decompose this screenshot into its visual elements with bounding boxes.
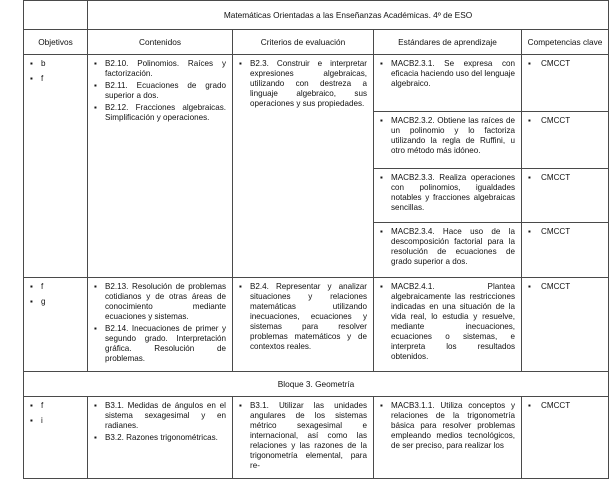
title-row: [24, 1, 609, 30]
competencia-cell: [522, 112, 609, 169]
criterio-cell: [233, 55, 374, 278]
objetivos-cell: [24, 397, 88, 479]
contenido-item: ▪ B3.2. Razones trigonométricas.: [94, 433, 226, 443]
criterio-cell: [233, 278, 374, 372]
competencia-cell: [522, 55, 609, 112]
contenido-item: ▪ B2.11. Ecuaciones de grado superior a dos.: [94, 81, 226, 101]
table-title: Matemáticas Orientadas a las Enseñanzas Académicas. 4º de ESO: [88, 1, 609, 30]
contenidos-cell: [88, 55, 233, 278]
estandar-item: ▪ MACB3.1.1. Utiliza conceptos y relaciones de la trigonometría básica para resolver problemas empleando medios tecnológicos, de ser preciso, para realizar los: [380, 401, 515, 451]
header-objetivos: Objetivos: [24, 30, 88, 55]
objetivos-cell: [24, 55, 88, 278]
curriculum-table: [23, 0, 609, 479]
estandar-cell: [374, 397, 522, 479]
estandar-cell: [374, 223, 522, 278]
contenido-item: ▪ B2.13. Resolución de problemas cotidianos y de otras áreas de conocimiento mediante ecuaciones y sistemas.: [94, 282, 226, 322]
estandar-cell: [374, 278, 522, 372]
contenido-item: ▪ B2.14. Inecuaciones de primer y segundo grado. Interpretación gráfica. Resolución de problemas.: [94, 324, 226, 364]
table-row: [24, 55, 609, 112]
objetivos-cell: [24, 278, 88, 372]
contenido-item: ▪ B3.1. Medidas de ángulos en el sistema sexagesimal y en radianes.: [94, 401, 226, 431]
estandar-cell: [374, 112, 522, 169]
criterio-item: ▪ B2.3. Construir e interpretar expresiones algebraicas, utilizando con destreza a linguaje algebraico, sus operaciones y sus propiedades.: [239, 59, 367, 109]
objetivo-item: ▪ f: [30, 74, 81, 84]
competencia-cell: [522, 278, 609, 372]
block-row: [24, 372, 609, 397]
contenidos-cell: [88, 278, 233, 372]
competencia-cell: [522, 169, 609, 223]
competencia-item: ▪ CMCCT: [528, 59, 602, 69]
table-row: [24, 397, 609, 479]
header-criterios: Criterios de evaluación: [233, 30, 374, 55]
estandar-item: ▪ MACB2.3.4. Hace uso de la descomposición factorial para la resolución de ecuaciones de grado superior a dos.: [380, 227, 515, 267]
competencia-item: ▪ CMCCT: [528, 282, 602, 292]
objetivo-item: ▪ f: [30, 282, 81, 292]
estandar-item: ▪ MACB2.3.2. Obtiene las raíces de un polinomio y lo factoriza utilizando la regla de Ruffini, u otro método más idóneo.: [380, 116, 515, 156]
header-competencias: Competencias clave: [522, 30, 609, 55]
header-contenidos: Contenidos: [88, 30, 233, 55]
block-title: Bloque 3. Geometría: [24, 372, 609, 397]
estandar-item: ▪ MACB2.3.3. Realiza operaciones con polinomios, igualdades notables y fracciones algebraicas sencillas.: [380, 173, 515, 213]
estandar-item: ▪ MACB2.3.1. Se expresa con eficacia haciendo uso del lenguaje algebraico.: [380, 59, 515, 89]
table-row: [24, 278, 609, 372]
competencia-item: ▪ CMCCT: [528, 401, 602, 411]
estandar-cell: [374, 169, 522, 223]
competencia-cell: [522, 223, 609, 278]
objetivo-item: ▪ f: [30, 401, 81, 411]
objetivo-item: ▪ b: [30, 59, 81, 69]
objetivo-item: ▪ i: [30, 416, 81, 426]
objetivo-item: ▪ g: [30, 297, 81, 307]
criterio-cell: [233, 397, 374, 479]
contenido-item: ▪ B2.10. Polinomios. Raíces y factorización.: [94, 59, 226, 79]
competencia-item: ▪ CMCCT: [528, 227, 602, 237]
criterio-item: ▪ B2.4. Representar y analizar situaciones y relaciones matemáticas utilizando inecuaciones, ecuaciones y sistemas para resolver problemas matemáticos y de contextos reales.: [239, 282, 367, 352]
header-estandares: Estándares de aprendizaje: [374, 30, 522, 55]
competencia-item: ▪ CMCCT: [528, 173, 602, 183]
competencia-item: ▪ CMCCT: [528, 116, 602, 126]
header-row: [24, 30, 609, 55]
curriculum-sheet: [23, 0, 608, 470]
contenidos-cell: [88, 397, 233, 479]
criterio-item: ▪ B3.1. Utilizar las unidades angulares de los sistemas métrico sexagesimal e internacional, así como las relaciones y las razones de la trigonometría elemental, para re-: [239, 401, 367, 471]
estandar-cell: [374, 55, 522, 112]
competencia-cell: [522, 397, 609, 479]
contenido-item: ▪ B2.12. Fracciones algebraicas. Simplificación y operaciones.: [94, 103, 226, 123]
estandar-item: ▪ MACB2.4.1. Plantea algebraicamente las restricciones indicadas en una situación de la vida real, lo estudia y resuelve, mediante inecuaciones, ecuaciones o sistemas, e interpreta los resultados obtenidos.: [380, 282, 515, 362]
title-empty-cell: [24, 1, 88, 30]
